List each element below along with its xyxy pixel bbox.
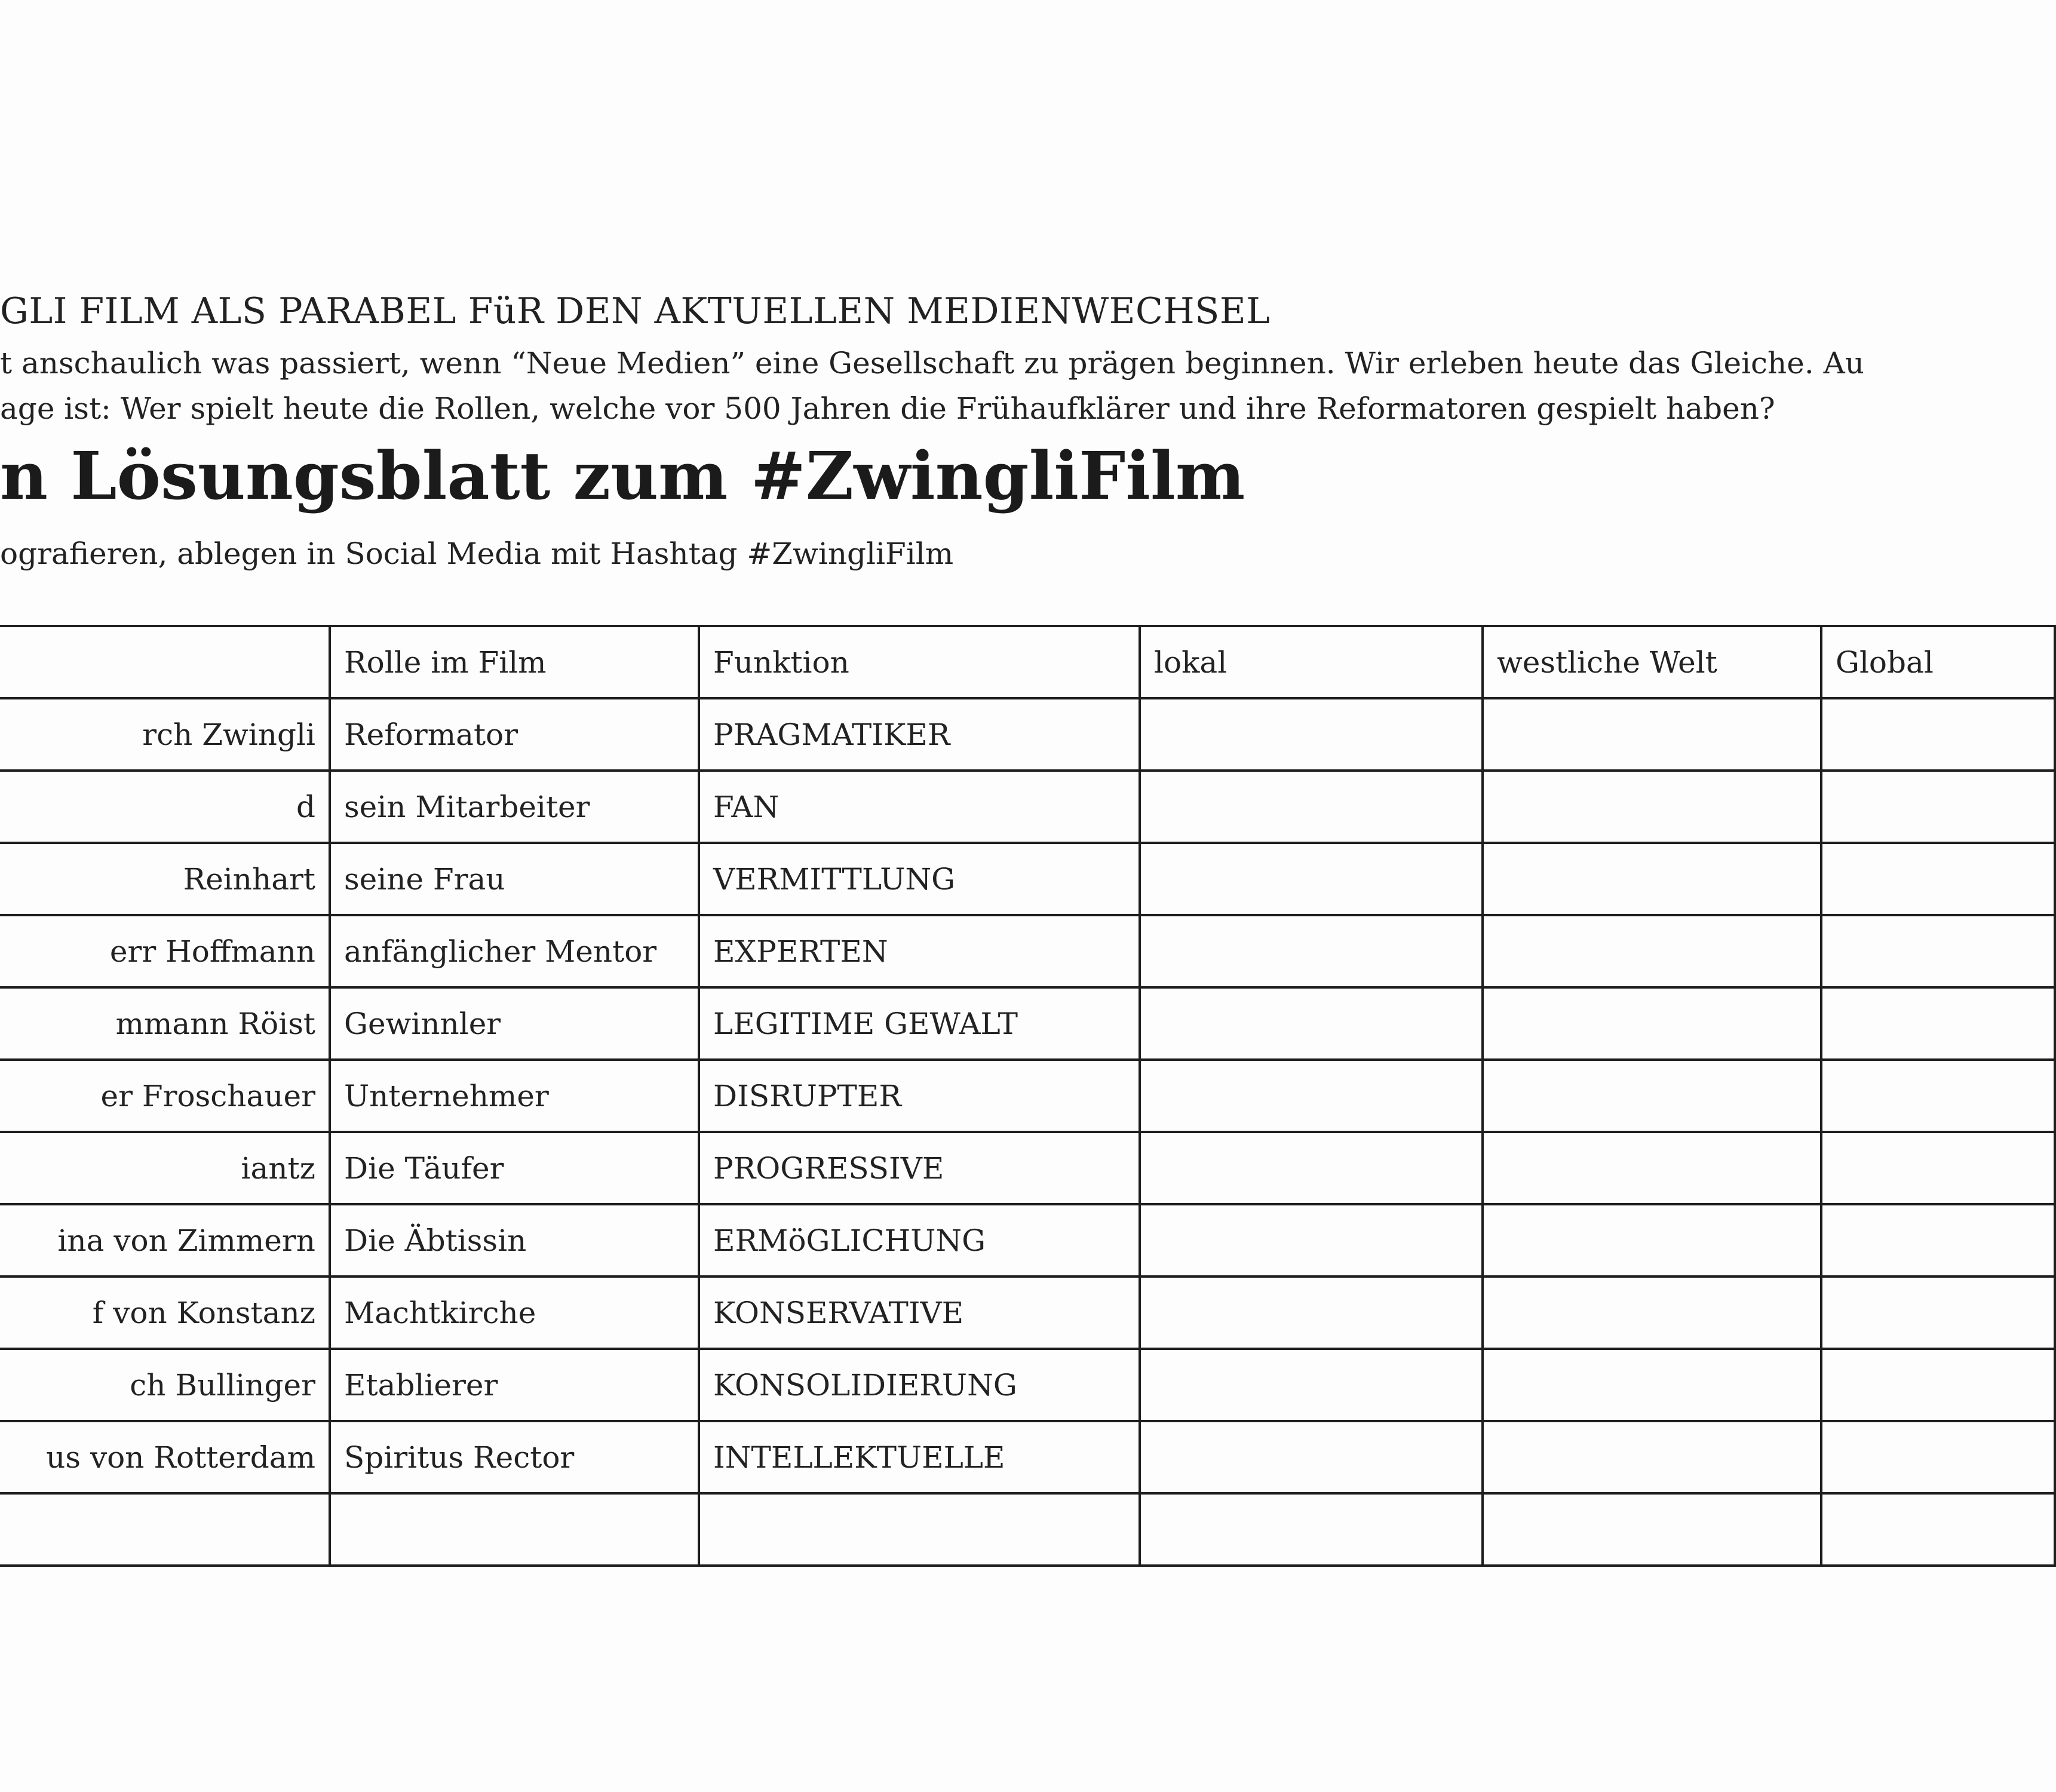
cell-westliche-welt (1483, 1421, 1821, 1493)
cell-westliche-welt (1483, 1349, 1821, 1421)
cell-global (1821, 843, 2055, 915)
cell-rolle: seine Frau (330, 843, 699, 915)
cell-westliche-welt (1483, 987, 1821, 1060)
cell-name: err Hoffmann (0, 915, 330, 987)
cell-lokal (1140, 1277, 1483, 1349)
cell-name: ch Bullinger (0, 1349, 330, 1421)
cell-lokal (1140, 1349, 1483, 1421)
header-cell-funktion: Funktion (699, 626, 1140, 698)
cell-global (1821, 771, 2055, 843)
table-row (0, 843, 2055, 915)
cell-rolle: Gewinnler (330, 987, 699, 1060)
header-cell-rolle: Rolle im Film (330, 626, 699, 698)
cell-funktion: INTELLEKTUELLE (699, 1421, 1140, 1493)
solution-table (0, 625, 2056, 1567)
cell-funktion: ERMöGLICHUNG (699, 1204, 1140, 1277)
cell-rolle (330, 1493, 699, 1566)
cell-westliche-welt (1483, 915, 1821, 987)
cell-rolle: Die Täufer (330, 1132, 699, 1204)
table-row (0, 698, 2055, 771)
cell-global (1821, 1493, 2055, 1566)
intro-line-2: age ist: Wer spielt heute die Rollen, welche vor 500 Jahren die Frühaufklärer und ihre Reformatoren gespielt haben? (0, 391, 1775, 426)
table-row (0, 1060, 2055, 1132)
solution-table-body (0, 626, 2055, 1566)
cell-global (1821, 915, 2055, 987)
page-subtitle: ografieren, ablegen in Social Media mit Hashtag #ZwingliFilm (0, 536, 954, 571)
cell-name: Reinhart (0, 843, 330, 915)
cell-westliche-welt (1483, 1132, 1821, 1204)
cell-name (0, 1493, 330, 1566)
table-row (0, 771, 2055, 843)
table-row (0, 987, 2055, 1060)
cell-funktion: DISRUPTER (699, 1060, 1140, 1132)
cell-lokal (1140, 1493, 1483, 1566)
header-cell-westliche-welt: westliche Welt (1483, 626, 1821, 698)
table-header-row (0, 626, 2055, 698)
cell-name: iantz (0, 1132, 330, 1204)
cell-funktion: EXPERTEN (699, 915, 1140, 987)
cell-rolle: Reformator (330, 698, 699, 771)
cell-westliche-welt (1483, 1277, 1821, 1349)
table-row (0, 1493, 2055, 1566)
cell-name: mmann Röist (0, 987, 330, 1060)
cell-rolle: Machtkirche (330, 1277, 699, 1349)
table-row (0, 1349, 2055, 1421)
cell-name: ina von Zimmern (0, 1204, 330, 1277)
cell-funktion: KONSERVATIVE (699, 1277, 1140, 1349)
table-row (0, 1421, 2055, 1493)
cell-westliche-welt (1483, 771, 1821, 843)
cell-rolle: anfänglicher Mentor (330, 915, 699, 987)
cell-funktion: LEGITIME GEWALT (699, 987, 1140, 1060)
cell-westliche-welt (1483, 1204, 1821, 1277)
cell-rolle: Die Äbtissin (330, 1204, 699, 1277)
cell-lokal (1140, 1132, 1483, 1204)
cell-funktion: VERMITTLUNG (699, 843, 1140, 915)
cell-global (1821, 1060, 2055, 1132)
cell-lokal (1140, 698, 1483, 771)
cell-global (1821, 1349, 2055, 1421)
page-title (0, 431, 1792, 521)
section-kicker: GLI FILM ALS PARABEL FüR DEN AKTUELLEN MEDIENWECHSEL (0, 290, 1271, 332)
cell-name: us von Rotterdam (0, 1421, 330, 1493)
cell-funktion (699, 1493, 1140, 1566)
cell-name: rch Zwingli (0, 698, 330, 771)
table-row (0, 1277, 2055, 1349)
cell-global (1821, 1132, 2055, 1204)
table-row (0, 915, 2055, 987)
table-row (0, 1132, 2055, 1204)
cell-global (1821, 1204, 2055, 1277)
cell-global (1821, 1421, 2055, 1493)
cell-funktion: FAN (699, 771, 1140, 843)
cell-lokal (1140, 1204, 1483, 1277)
title-partial-letter: n (0, 437, 71, 514)
header-cell-name (0, 626, 330, 698)
header-cell-lokal: lokal (1140, 626, 1483, 698)
cell-lokal (1140, 915, 1483, 987)
cell-name: f von Konstanz (0, 1277, 330, 1349)
cell-rolle: Unternehmer (330, 1060, 699, 1132)
cell-name: er Froschauer (0, 1060, 330, 1132)
cell-funktion: KONSOLIDIERUNG (699, 1349, 1140, 1421)
cell-lokal (1140, 1421, 1483, 1493)
intro-paragraph (0, 340, 1864, 431)
cell-westliche-welt (1483, 1060, 1821, 1132)
cell-lokal (1140, 843, 1483, 915)
cell-rolle: sein Mitarbeiter (330, 771, 699, 843)
title-text: Lösungsblatt zum #ZwingliFilm (70, 437, 1245, 514)
cell-global (1821, 1277, 2055, 1349)
cell-lokal (1140, 987, 1483, 1060)
table-row (0, 1204, 2055, 1277)
cell-westliche-welt (1483, 698, 1821, 771)
intro-line-1: t anschaulich was passiert, wenn “Neue Medien” eine Gesellschaft zu prägen beginnen. Wir erleben heute das Gleiche. Au (0, 346, 1864, 381)
cell-global (1821, 698, 2055, 771)
cell-westliche-welt (1483, 843, 1821, 915)
cell-rolle: Etablierer (330, 1349, 699, 1421)
cell-rolle: Spiritus Rector (330, 1421, 699, 1493)
cell-name: d (0, 771, 330, 843)
cell-global (1821, 987, 2055, 1060)
cell-westliche-welt (1483, 1493, 1821, 1566)
cell-lokal (1140, 771, 1483, 843)
cell-lokal (1140, 1060, 1483, 1132)
cell-funktion: PRAGMATIKER (699, 698, 1140, 771)
cell-funktion: PROGRESSIVE (699, 1132, 1140, 1204)
header-cell-global: Global (1821, 626, 2055, 698)
